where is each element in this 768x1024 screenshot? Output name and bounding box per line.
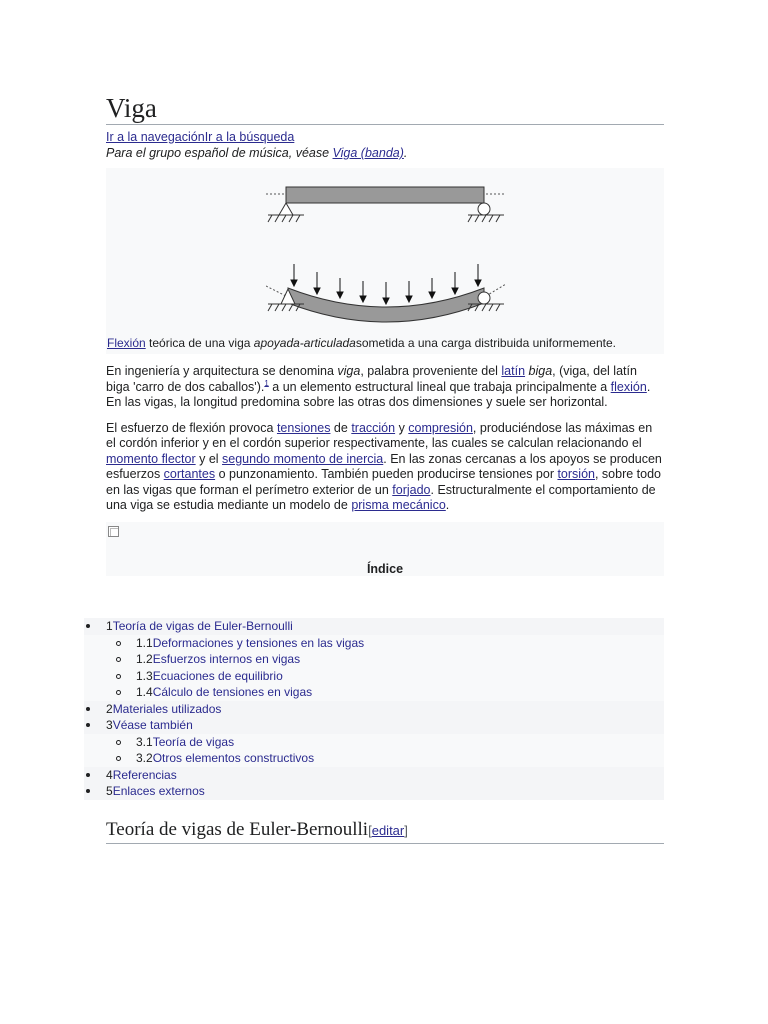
edit-section: [editar]	[368, 823, 408, 838]
link-cortantes[interactable]: cortantes	[163, 467, 216, 481]
stress-paragraph: El esfuerzo de flexión provoca tensiones de tracción y compresión, produciéndose las máximas en el cordón inferior y en el cordón superior respectivamente, las cuales se calculan relacionando el momento flector y el segundo momento de inercia. En las zonas cercanas a los apoyos se producen esfuerzos cortantes o punzonamiento. También pueden producirse tensiones por torsión, sobre todo en las vigas que forman el perímetro exterior de un forjado. Estructuralmente el comportamiento de una viga se estudia mediante un modelo de prisma mecánico.	[106, 420, 662, 512]
beam-figure	[106, 168, 664, 354]
figure-caption: Flexión teórica de una viga apoyada-articuladasometida a una carga distribuida uniformemente.	[107, 336, 616, 350]
link-torsion[interactable]: torsión	[557, 467, 595, 481]
bullet-icon	[86, 707, 90, 711]
edit-section-link[interactable]: editar	[371, 823, 405, 838]
toc-item[interactable]: 1.3Ecuaciones de equilibrio	[84, 668, 664, 685]
hatnote-link[interactable]: Viga (banda)	[332, 146, 404, 160]
circle-bullet-icon	[116, 756, 121, 761]
toc-list	[84, 618, 664, 800]
link-latin[interactable]: latín	[501, 364, 526, 378]
section-heading: Teoría de vigas de Euler-Bernoulli[editar]	[106, 818, 664, 844]
toc-item[interactable]: 1.2Esfuerzos internos en vigas	[84, 651, 664, 668]
toc-item[interactable]: 3.1Teoría de vigas	[84, 734, 664, 751]
toc-item[interactable]: 4Referencias	[84, 767, 664, 784]
toc-toggle-checkbox[interactable]	[108, 526, 119, 537]
toc-item[interactable]: 2Materiales utilizados	[84, 701, 664, 718]
beam-deflection-diagram	[266, 174, 511, 324]
article-content	[106, 92, 664, 576]
jump-links	[106, 129, 664, 145]
intro-paragraph: En ingeniería y arquitectura se denomina viga, palabra proveniente del latín biga, (viga, del latín biga 'carro de dos caballos').$^1$ a un elemento estructural lineal que trabaja principalmente a flexión. En las vigas, la longitud predomina sobre las otras dos dimensiones y suele ser horizontal.	[106, 364, 651, 409]
link-flexion[interactable]: flexión	[610, 379, 647, 394]
jump-to-search-link[interactable]: Ir a la búsqueda	[204, 130, 295, 144]
circle-bullet-icon	[116, 690, 121, 695]
toc-title: Índice	[366, 561, 404, 576]
toc-item[interactable]: 1Teoría de vigas de Euler-Bernoulli	[84, 618, 664, 635]
circle-bullet-icon	[116, 740, 121, 745]
toc-item[interactable]: 3.2Otros elementos constructivos	[84, 750, 664, 767]
jump-to-navigation-link[interactable]: Ir a la navegación	[106, 130, 205, 144]
bullet-icon	[86, 789, 90, 793]
reference-link[interactable]: 1	[264, 378, 269, 388]
circle-bullet-icon	[116, 674, 121, 679]
link-forjado[interactable]: forjado	[392, 482, 431, 497]
circle-bullet-icon	[116, 657, 121, 662]
bullet-icon	[86, 624, 90, 628]
bullet-icon	[86, 773, 90, 777]
caption-link-flexion[interactable]: Flexión	[107, 336, 146, 350]
toc-box	[106, 522, 664, 576]
link-prisma-mecanico[interactable]: prisma mecánico	[351, 498, 446, 512]
link-traccion[interactable]: tracción	[351, 420, 396, 435]
page-title: Viga	[106, 92, 664, 125]
toc-item[interactable]: 1.1Deformaciones y tensiones en las vigas	[84, 635, 664, 652]
toc-item[interactable]: 1.4Cálculo de tensiones en vigas	[84, 684, 664, 701]
toc-item[interactable]: 3Véase también	[84, 717, 664, 734]
bullet-icon	[86, 723, 90, 727]
link-tensiones[interactable]: tensiones	[276, 420, 331, 435]
link-segundo-momento[interactable]: segundo momento de inercia	[222, 451, 384, 466]
link-compresion[interactable]: compresión	[408, 420, 473, 435]
link-momento-flector[interactable]: momento flector	[106, 451, 196, 466]
toc-item[interactable]: 5Enlaces externos	[84, 783, 664, 800]
hatnote: Para el grupo español de música, véase Viga (banda).	[106, 146, 408, 160]
circle-bullet-icon	[116, 641, 121, 646]
